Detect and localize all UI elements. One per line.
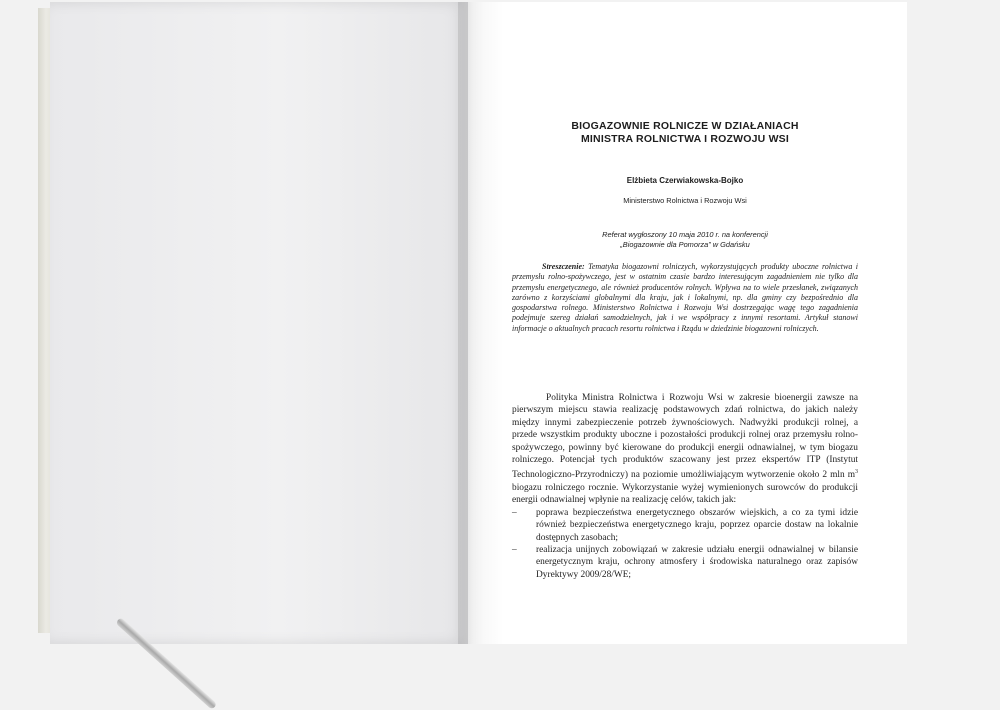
abstract-label: Streszczenie:	[542, 262, 585, 271]
abstract	[512, 262, 858, 334]
superscript-unit: 3	[855, 469, 858, 476]
conference-note-line: „Biogazownie dla Pomorza” w Gdańsku	[620, 240, 750, 249]
left-page-blank	[50, 2, 468, 644]
goals-list	[512, 507, 858, 581]
list-item	[512, 544, 858, 581]
book-gutter	[458, 2, 484, 644]
list-item-text: poprawa bezpieczeństwa energetycznego obszarów wiejskich, a co za tymi idzie również bezpieczeństwa energetycznego kraju, poprzez oparcie dostaw na lokalnie dostępnych zasobach;	[536, 507, 858, 543]
conference-note-line: Referat wygłoszony 10 maja 2010 r. na konferencji	[602, 230, 768, 239]
list-dash: –	[512, 545, 517, 555]
conference-note	[510, 230, 860, 250]
abstract-text: Tematyka biogazowni rolniczych, wykorzystujących produkty uboczne rolnictwa i przemysłu rolno-spożywczego, jest w ostatnim czasie bardzo interesującym zagadnieniem nie tylko dla przemysłu energetycznego, ale również producentów rolnych. Wpływa na to wiele przesłanek, związanych zarówno z korzyściami globalnymi dla kraju, jak i lokalnymi, np. dla gminy czy bezpośrednio dla gospodarstwa rolnego. Ministerstwo Rolnictwa i Rozwoju Wsi dostrzegając wagę tego zagadnienia podejmuje szereg działań samodzielnych, jak i we współpracy z innymi resortami. Artykuł stanowi informacje o aktualnych pracach resortu rolnictwa i Rządu w dziedzinie biogazowni rolniczych.	[512, 262, 859, 333]
author-affiliation: Ministerstwo Rolnictwa i Rozwoju Wsi	[623, 196, 747, 205]
author-name: Elżbieta Czerwiakowska-Bojko	[626, 176, 744, 185]
body-paragraph-part: biogazu rolniczego rocznie. Wykorzystanie wyżej wymienionych surowców do produkcji energii odnawialnej wpłynie na realizację celów, takich jak:	[512, 482, 858, 506]
document-title	[510, 120, 860, 146]
title-line: BIOGAZOWNIE ROLNICZE W DZIAŁANIACH	[571, 120, 799, 132]
body-paragraph-part: Polityka Ministra Rolnictwa i Rozwoju Wsi w zakresie bioenergii zawsze na pierwszym miejscu stawia realizację podstawowych zdań rolnictwa, do jakich należy między innymi zabezpieczenie potrzeb żywnościowych. Nadwyżki produkcji rolnej, a przede wszystkim produkty uboczne i pozostałości produkcji rolnej oraz przemysłu rolno-spożywczego, powinny być kierowane do produkcji energii odnawialnej, w tym biogazu rolniczego. Potencjał tych produktów szacowany jest przez ekspertów ITP (Instytut Technologiczno-Przyrodniczy) na poziomie umożliwiającym wytworzenie około 2 mln m	[512, 393, 858, 481]
list-dash: –	[512, 507, 517, 518]
list-item-text: realizacja unijnych zobowiązań w zakresie udziału energii odnawialnej w bilansie energetycznym kraju, ochrony atmosfery i środowiska naturalnego oraz zapisów Dyrektywy 2009/28/WE;	[536, 545, 858, 580]
title-line: MINISTRA ROLNICTWA I ROZWOJU WSI	[580, 133, 790, 145]
body-paragraph	[512, 392, 858, 507]
list-item	[512, 507, 858, 544]
body-text	[512, 392, 858, 581]
